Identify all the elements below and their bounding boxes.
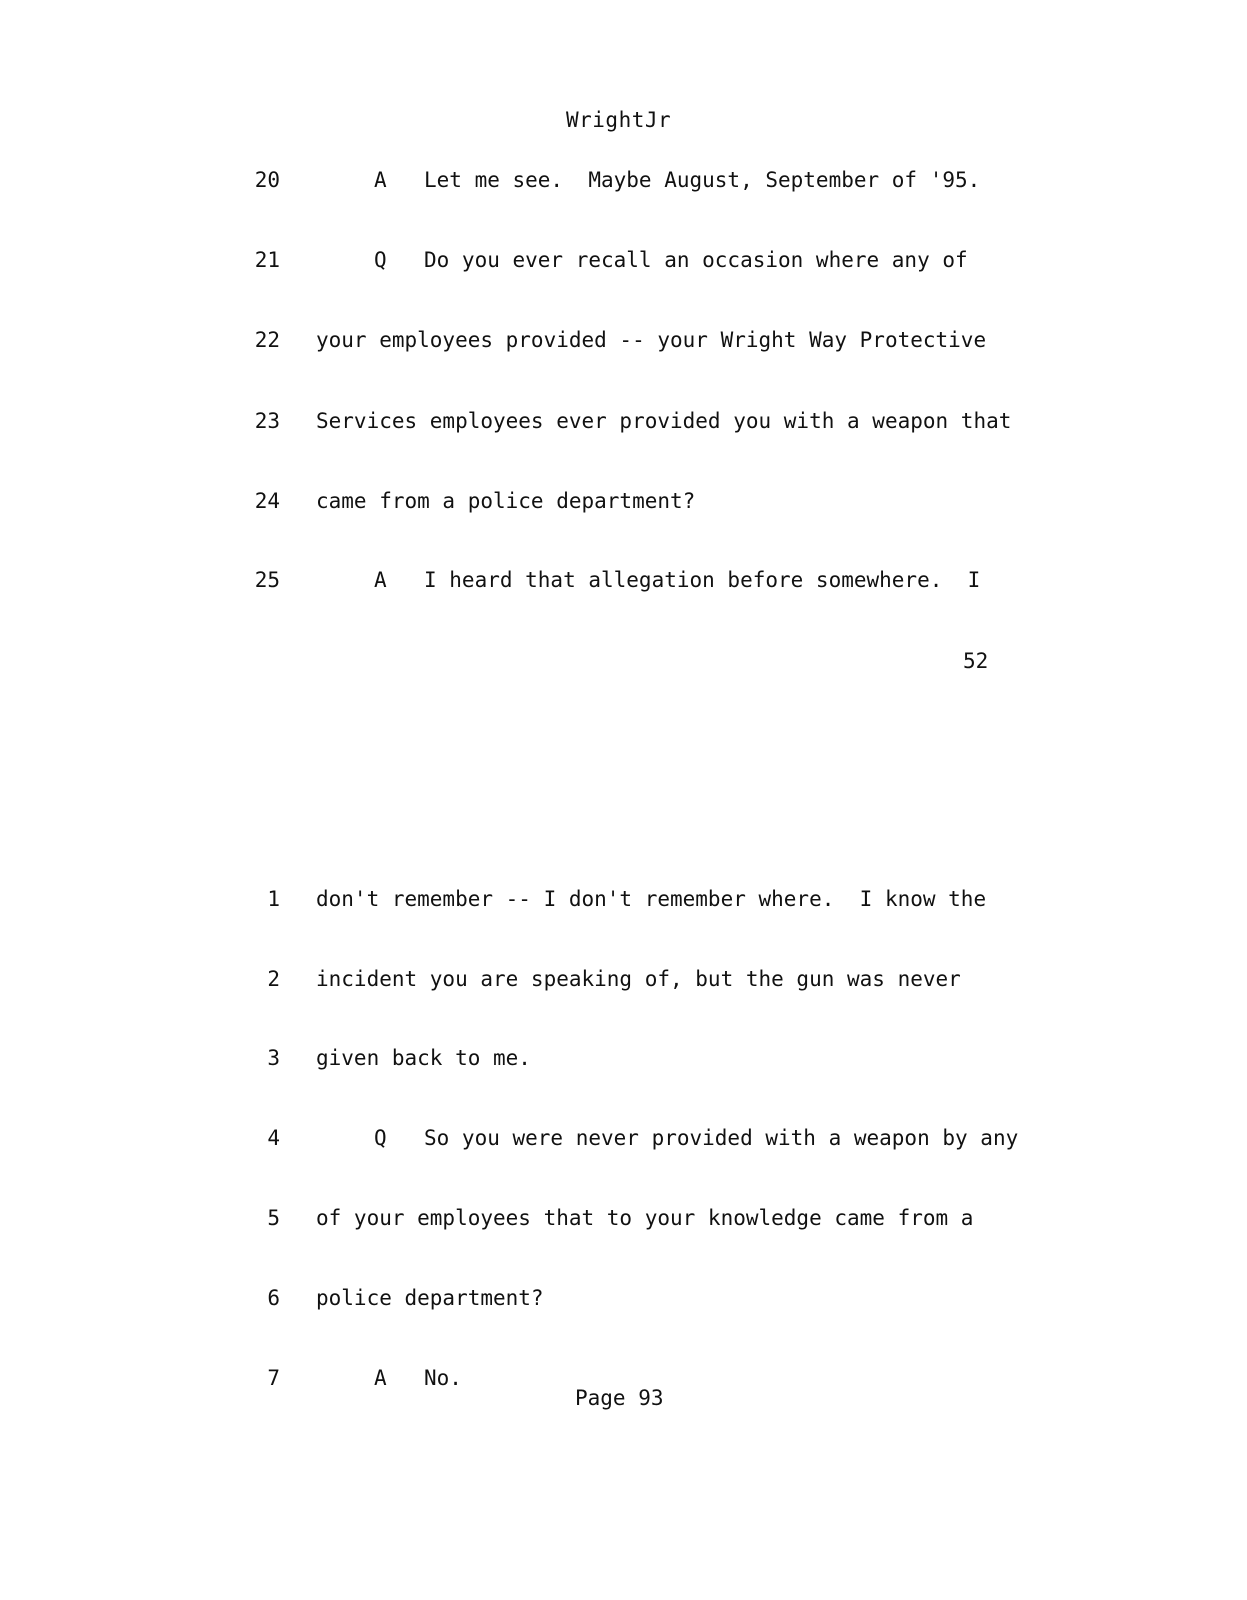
line-number: 4 xyxy=(267,1126,280,1150)
transcript-line xyxy=(0,967,1247,997)
line-number: 5 xyxy=(267,1206,280,1230)
line-number: 2 xyxy=(267,967,280,991)
line-text: your employees provided -- your Wright Way Protective xyxy=(316,328,987,352)
line-text: given back to me. xyxy=(316,1046,531,1070)
speaker-label: A xyxy=(374,168,387,192)
transcript-line xyxy=(0,568,1247,598)
line-number: 24 xyxy=(254,489,280,513)
transcript-line xyxy=(0,409,1247,439)
transcript-line xyxy=(0,1206,1247,1236)
transcript-line xyxy=(0,489,1247,519)
line-text: I heard that allegation before somewhere. I xyxy=(424,568,981,592)
line-text: Services employees ever provided you with a weapon that xyxy=(316,409,1012,433)
transcript-line xyxy=(0,1126,1247,1156)
line-text: don't remember -- I don't remember where. I know the xyxy=(316,887,987,911)
line-text: came from a police department? xyxy=(316,489,696,513)
transcript-line xyxy=(0,248,1247,278)
speaker-label: Q xyxy=(374,1126,387,1150)
transcript-line xyxy=(0,168,1247,198)
speaker-label: A xyxy=(374,568,387,592)
line-number: 23 xyxy=(254,409,280,433)
line-text: of your employees that to your knowledge came from a xyxy=(316,1206,974,1230)
line-text: Do you ever recall an occasion where any of xyxy=(424,248,968,272)
line-text: So you were never provided with a weapon by any xyxy=(424,1126,1019,1150)
footer-page-label: Page 93 xyxy=(575,1386,664,1410)
line-text: incident you are speaking of, but the gun was never xyxy=(316,967,961,991)
line-number: 7 xyxy=(267,1366,280,1390)
line-number: 25 xyxy=(254,568,280,592)
transcript-line xyxy=(0,1286,1247,1316)
document-header-title: WrightJr xyxy=(566,108,672,132)
line-number: 21 xyxy=(254,248,280,272)
transcript-line xyxy=(0,1046,1247,1076)
line-text: Let me see. Maybe August, September of '95. xyxy=(424,168,981,192)
line-text: No. xyxy=(424,1366,462,1390)
speaker-label: Q xyxy=(374,248,387,272)
line-text: police department? xyxy=(316,1286,544,1310)
transcript-line xyxy=(0,887,1247,917)
line-number: 3 xyxy=(267,1046,280,1070)
line-number: 20 xyxy=(254,168,280,192)
transcript-page-number: 52 xyxy=(963,649,989,673)
line-number: 1 xyxy=(267,887,280,911)
line-number: 6 xyxy=(267,1286,280,1310)
line-number: 22 xyxy=(254,328,280,352)
speaker-label: A xyxy=(374,1366,387,1390)
transcript-line xyxy=(0,328,1247,358)
